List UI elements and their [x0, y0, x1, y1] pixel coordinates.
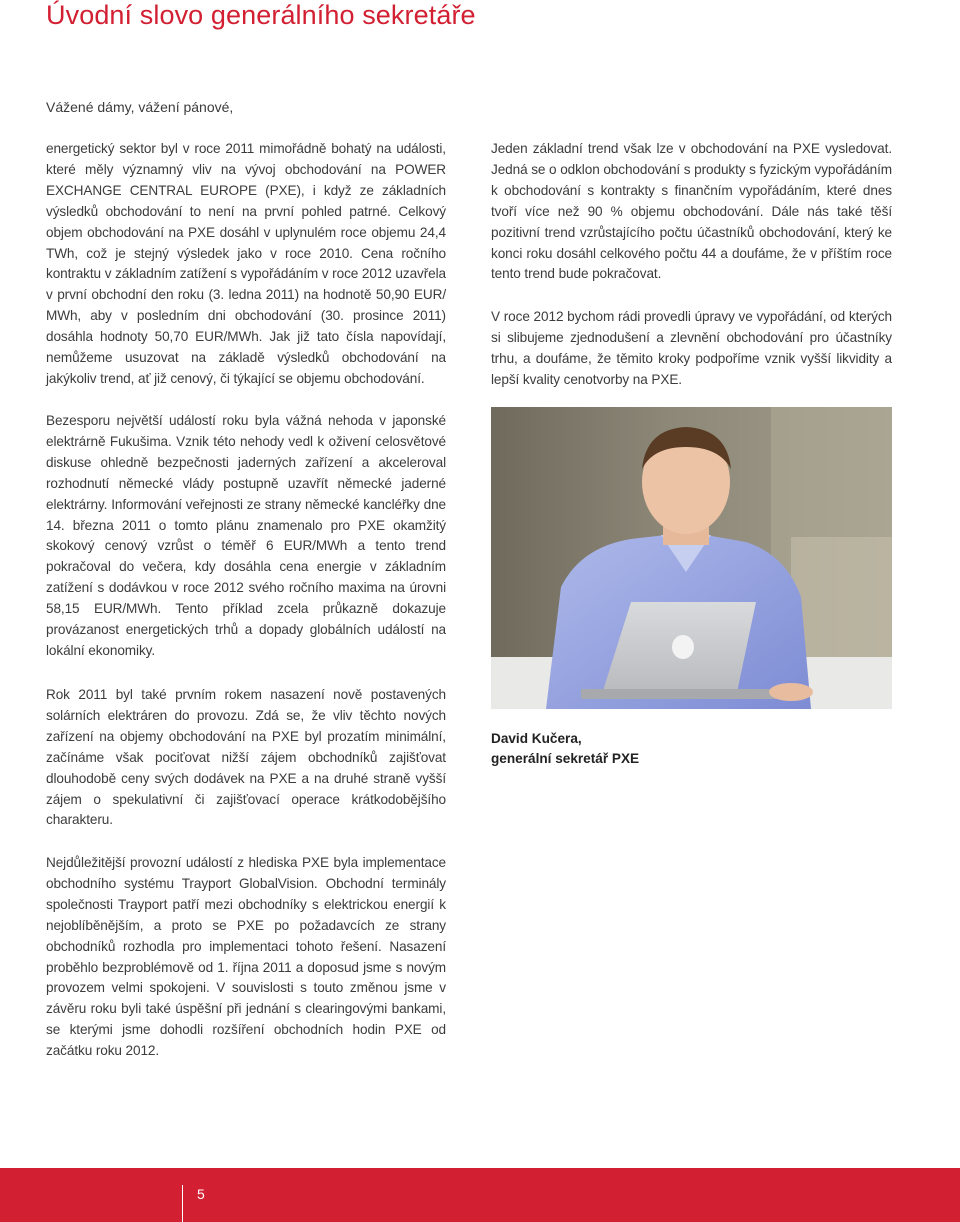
- caption-role: generální sekretář PXE: [491, 751, 640, 766]
- left-column-block-4: [46, 853, 446, 1062]
- page-number: 5: [197, 1186, 205, 1202]
- paragraph-settlement: V roce 2012 bychom rádi provedli úpravy ve vypořádání, od kterých si slibujeme zjednodušení a zlevnění obchodování pro účastníky trhu, a doufáme, že těmito kroky podpoříme vznik vyšší likvidity a lepší kvality cenotvorby na PXE.: [491, 309, 892, 387]
- paragraph-trayport: Nejdůležitější provozní událostí z hlediska PXE byla implementace obchodního systému Trayport GlobalVision. Obchodní terminály společnosti Trayport patří mezi obchodníky s elektrickou energií k nejoblíběnějším, a proto se PXE po požadavcích ze strany obchodníků rozhodla pro implementaci tohoto řešení. Nasazení proběhlo bezproblémově od 1. října 2011 a doposud jsme s novým provozem velmi spokojeni. V souvislosti s touto změnou jsme v závěru roku byli také úspěšní při jednání s clearingovými bankami, se kterými jsme dohodli rozšíření obchodních hodin PXE od začátku roku 2012.: [46, 855, 446, 1059]
- page-title: Úvodní slovo generálního sekretáře: [46, 0, 476, 30]
- paragraph-fukushima: Bezesporu největší událostí roku byla vážná nehoda v japonské elektrárně Fukušima. Vznik této nehody vedl k oživení celosvětové diskuse ohledně bezpečnosti jaderných zařízení a akceleroval rozhodnutí německé vlády postupně uzavřít německé jaderné elektrárny. Informování veřejnosti ze strany německé kancléřky dne 14. března 2011 o tomto plánu znamenalo pro PXE okamžitý skokový cenový vzrůst o téměř 6 EUR/MWh a tento trend pokračoval do večera, kdy dosáhla cena energie v základním zatížení s dodávkou v roce 2012 svého ročního maxima na úrovni 58,15 EUR/MWh. Tento příklad zcela průkazně dokazuje provázanost energetických trhů a dopady globálních událostí na lokální ekonomiky.: [46, 413, 446, 658]
- paragraph-trend: Jeden základní trend však lze v obchodování na PXE vysledovat. Jedná se o odklon obchodování s produkty s fyzickým vypořádáním k obchodování s kontrakty s finančním vypořádáním, které dnes tvoří více než 90 % objemu obchodování. Dále nás také těší pozitivní trend vzrůstajícího počtu účastníků obchodování, který ke konci roku dosáhl celkového počtu 44 a doufáme, že v příštím roce tento trend bude pokračovat.: [491, 141, 892, 282]
- footer-bar: [0, 1168, 960, 1222]
- caption-name: David Kučera,: [491, 731, 582, 746]
- left-column-block-3: [46, 685, 446, 831]
- right-column-block-2: [491, 307, 892, 391]
- left-column-block-2: [46, 411, 446, 662]
- paragraph-market-overview: energetický sektor byl v roce 2011 mimořádně bohatý na události, které měly významný vliv na vývoj obchodování na POWER EXCHANGE CENTRAL EUROPE (PXE), i když ze základních výsledků obchodování to není na první pohled patrné. Celkový objem obchodování na PXE dosáhl v uplynulém roce objemu 24,4 TWh, což je stejný výsledek jako v roce 2010. Cena ročního kontraktu v základním zatížení s vypořádáním v roce 2012 uzavřela v první obchodní den roku (3. ledna 2011) na hodnotě 50,90 EUR/ MWh, aby v posledním dni obchodování (30. prosince 2011) dosáhla hodnoty 50,70 EUR/MWh. Jak již tato čísla napovídají, nemůžeme usuzovat na základě výsledků obchodování na jakýkoliv trend, ať již cenový, či týkající se objemu obchodování.: [46, 141, 447, 386]
- portrait-photo: [491, 407, 892, 709]
- greeting: Vážené dámy, vážení pánové,: [46, 99, 234, 115]
- paragraph-solar: Rok 2011 byl také prvním rokem nasazení nově postavených solárních elektráren do provozu. Zdá se, že vliv těchto nových zařízení na objemy obchodování na PXE byl prozatím minimální, začínáme však pociťovat nižší zájem obchodníků zajišťovat dlouhodobě ceny svých dodávek na PXE a na druhé straně vyšší zájem o spekulativní či zajišťovací operace krátkodobějšího charakteru.: [46, 687, 446, 828]
- left-column-block-1: [46, 139, 446, 390]
- photo-caption: [491, 729, 639, 769]
- footer-divider: [182, 1185, 183, 1222]
- right-column-block-1: [491, 139, 892, 285]
